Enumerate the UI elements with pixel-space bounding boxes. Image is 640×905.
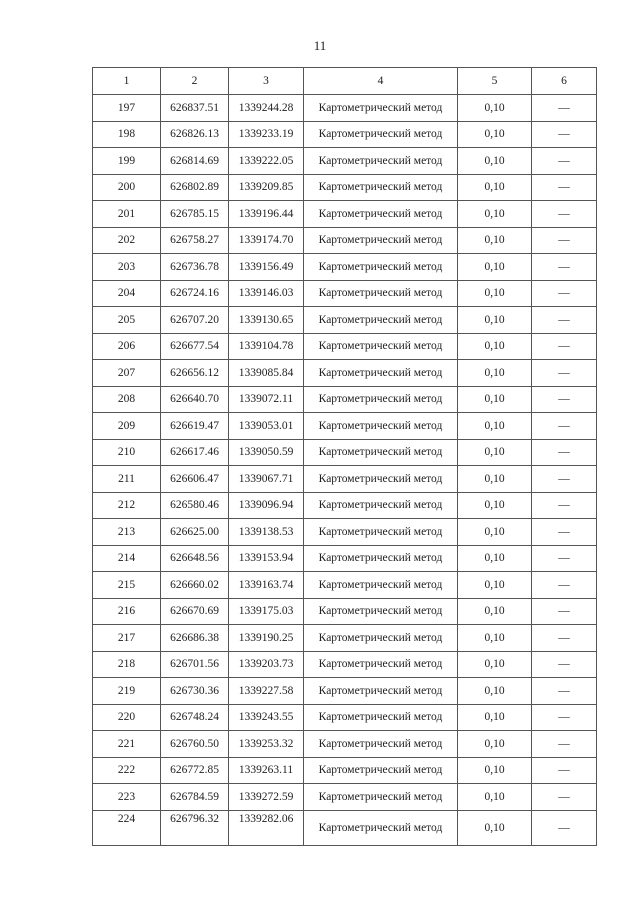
- table-row: [93, 625, 597, 652]
- y-coordinate-cell: 1339190.25: [229, 625, 304, 652]
- point-number-cell: 205: [93, 307, 161, 334]
- note-cell: —: [532, 307, 597, 334]
- note-cell: —: [532, 784, 597, 811]
- x-coordinate-cell: 626619.47: [161, 413, 229, 440]
- table-row: [93, 492, 597, 519]
- x-coordinate-cell: 626760.50: [161, 731, 229, 758]
- accuracy-cell: 0,10: [458, 439, 532, 466]
- note-cell: —: [532, 121, 597, 148]
- note-cell: —: [532, 386, 597, 413]
- method-cell: Картометрический метод: [304, 227, 458, 254]
- accuracy-cell: 0,10: [458, 731, 532, 758]
- method-cell: Картометрический метод: [304, 572, 458, 599]
- method-cell: Картометрический метод: [304, 280, 458, 307]
- note-cell: —: [532, 360, 597, 387]
- y-coordinate-cell: 1339138.53: [229, 519, 304, 546]
- note-cell: —: [532, 598, 597, 625]
- x-coordinate-cell: 626784.59: [161, 784, 229, 811]
- table-row: [93, 148, 597, 175]
- table-row: [93, 95, 597, 122]
- point-number-cell: 220: [93, 704, 161, 731]
- point-number-cell: 208: [93, 386, 161, 413]
- x-coordinate-cell: 626656.12: [161, 360, 229, 387]
- accuracy-cell: 0,10: [458, 757, 532, 784]
- table-row: [93, 174, 597, 201]
- column-header: 3: [229, 68, 304, 95]
- table-row: [93, 519, 597, 546]
- x-coordinate-cell: 626686.38: [161, 625, 229, 652]
- point-number-cell: 210: [93, 439, 161, 466]
- x-coordinate-cell: 626785.15: [161, 201, 229, 228]
- accuracy-cell: 0,10: [458, 227, 532, 254]
- y-coordinate-cell: 1339272.59: [229, 784, 304, 811]
- method-cell: Картометрический метод: [304, 678, 458, 705]
- table-row: [93, 254, 597, 281]
- point-number-cell: 206: [93, 333, 161, 360]
- y-coordinate-cell: 1339072.11: [229, 386, 304, 413]
- y-coordinate-cell: 1339130.65: [229, 307, 304, 334]
- note-cell: —: [532, 731, 597, 758]
- y-coordinate-cell: 1339156.49: [229, 254, 304, 281]
- note-cell: —: [532, 625, 597, 652]
- point-number-cell: 204: [93, 280, 161, 307]
- page-number: 11: [313, 38, 327, 53]
- y-coordinate-cell: 1339146.03: [229, 280, 304, 307]
- y-coordinate-cell: 1339244.28: [229, 95, 304, 122]
- point-number-cell: 219: [93, 678, 161, 705]
- table-row: [93, 651, 597, 678]
- note-cell: —: [532, 704, 597, 731]
- x-coordinate-cell: 626707.20: [161, 307, 229, 334]
- method-cell: Картометрический метод: [304, 360, 458, 387]
- method-cell: Картометрический метод: [304, 174, 458, 201]
- method-cell: Картометрический метод: [304, 598, 458, 625]
- x-coordinate-cell: 626701.56: [161, 651, 229, 678]
- table-row: [93, 572, 597, 599]
- method-cell: Картометрический метод: [304, 333, 458, 360]
- x-coordinate-cell: 626617.46: [161, 439, 229, 466]
- method-cell: Картометрический метод: [304, 519, 458, 546]
- y-coordinate-cell: 1339053.01: [229, 413, 304, 440]
- table-row: [93, 757, 597, 784]
- accuracy-cell: 0,10: [458, 572, 532, 599]
- y-coordinate-cell: 1339233.19: [229, 121, 304, 148]
- y-coordinate-cell: 1339085.84: [229, 360, 304, 387]
- method-cell: Картометрический метод: [304, 201, 458, 228]
- note-cell: —: [532, 678, 597, 705]
- x-coordinate-cell: 626648.56: [161, 545, 229, 572]
- y-coordinate-cell: 1339174.70: [229, 227, 304, 254]
- note-cell: —: [532, 810, 597, 845]
- note-cell: —: [532, 174, 597, 201]
- y-coordinate-cell: 1339263.11: [229, 757, 304, 784]
- method-cell: Картометрический метод: [304, 413, 458, 440]
- accuracy-cell: 0,10: [458, 121, 532, 148]
- note-cell: —: [532, 572, 597, 599]
- method-cell: Картометрический метод: [304, 810, 458, 845]
- accuracy-cell: 0,10: [458, 810, 532, 845]
- point-number-cell: 216: [93, 598, 161, 625]
- point-number-cell: 214: [93, 545, 161, 572]
- y-coordinate-cell: 1339227.58: [229, 678, 304, 705]
- x-coordinate-cell: 626670.69: [161, 598, 229, 625]
- point-number-cell: 198: [93, 121, 161, 148]
- note-cell: —: [532, 280, 597, 307]
- table-row: [93, 360, 597, 387]
- y-coordinate-cell: 1339253.32: [229, 731, 304, 758]
- x-coordinate-cell: 626677.54: [161, 333, 229, 360]
- table-row: [93, 439, 597, 466]
- x-coordinate-cell: 626772.85: [161, 757, 229, 784]
- x-coordinate-cell: 626814.69: [161, 148, 229, 175]
- point-number-cell: 199: [93, 148, 161, 175]
- point-number-cell: 202: [93, 227, 161, 254]
- note-cell: —: [532, 519, 597, 546]
- note-cell: —: [532, 413, 597, 440]
- y-coordinate-cell: 1339163.74: [229, 572, 304, 599]
- x-coordinate-cell: 626736.78: [161, 254, 229, 281]
- column-header: 1: [93, 68, 161, 95]
- method-cell: Картометрический метод: [304, 95, 458, 122]
- point-number-cell: 224: [93, 810, 161, 845]
- point-number-cell: 223: [93, 784, 161, 811]
- table-row: [93, 333, 597, 360]
- method-cell: Картометрический метод: [304, 254, 458, 281]
- point-number-cell: 203: [93, 254, 161, 281]
- y-coordinate-cell: 1339209.85: [229, 174, 304, 201]
- accuracy-cell: 0,10: [458, 201, 532, 228]
- x-coordinate-cell: 626826.13: [161, 121, 229, 148]
- x-coordinate-cell: 626837.51: [161, 95, 229, 122]
- method-cell: Картометрический метод: [304, 731, 458, 758]
- accuracy-cell: 0,10: [458, 386, 532, 413]
- accuracy-cell: 0,10: [458, 95, 532, 122]
- table-row: [93, 545, 597, 572]
- accuracy-cell: 0,10: [458, 333, 532, 360]
- accuracy-cell: 0,10: [458, 784, 532, 811]
- accuracy-cell: 0,10: [458, 651, 532, 678]
- coordinates-table: [92, 67, 597, 846]
- note-cell: —: [532, 492, 597, 519]
- note-cell: —: [532, 95, 597, 122]
- note-cell: —: [532, 254, 597, 281]
- x-coordinate-cell: 626640.70: [161, 386, 229, 413]
- x-coordinate-cell: 626660.02: [161, 572, 229, 599]
- accuracy-cell: 0,10: [458, 678, 532, 705]
- column-header: 2: [161, 68, 229, 95]
- note-cell: —: [532, 757, 597, 784]
- x-coordinate-cell: 626625.00: [161, 519, 229, 546]
- note-cell: —: [532, 227, 597, 254]
- point-number-cell: 215: [93, 572, 161, 599]
- note-cell: —: [532, 466, 597, 493]
- accuracy-cell: 0,10: [458, 625, 532, 652]
- point-number-cell: 207: [93, 360, 161, 387]
- method-cell: Картометрический метод: [304, 545, 458, 572]
- table-header-row: [93, 68, 597, 95]
- table-row: [93, 280, 597, 307]
- y-coordinate-cell: 1339104.78: [229, 333, 304, 360]
- column-header: 4: [304, 68, 458, 95]
- point-number-cell: 218: [93, 651, 161, 678]
- method-cell: Картометрический метод: [304, 307, 458, 334]
- table-row: [93, 227, 597, 254]
- x-coordinate-cell: 626796.32: [161, 810, 229, 845]
- table-row: [93, 121, 597, 148]
- accuracy-cell: 0,10: [458, 280, 532, 307]
- y-coordinate-cell: 1339222.05: [229, 148, 304, 175]
- y-coordinate-cell: 1339175.03: [229, 598, 304, 625]
- table-row: [93, 678, 597, 705]
- y-coordinate-cell: 1339243.55: [229, 704, 304, 731]
- accuracy-cell: 0,10: [458, 545, 532, 572]
- method-cell: Картометрический метод: [304, 784, 458, 811]
- method-cell: Картометрический метод: [304, 466, 458, 493]
- point-number-cell: 217: [93, 625, 161, 652]
- table-row: [93, 598, 597, 625]
- table-row: [93, 731, 597, 758]
- note-cell: —: [532, 439, 597, 466]
- point-number-cell: 211: [93, 466, 161, 493]
- y-coordinate-cell: 1339196.44: [229, 201, 304, 228]
- point-number-cell: 222: [93, 757, 161, 784]
- accuracy-cell: 0,10: [458, 598, 532, 625]
- point-number-cell: 221: [93, 731, 161, 758]
- table-row: [93, 386, 597, 413]
- accuracy-cell: 0,10: [458, 704, 532, 731]
- x-coordinate-cell: 626580.46: [161, 492, 229, 519]
- point-number-cell: 213: [93, 519, 161, 546]
- note-cell: —: [532, 651, 597, 678]
- x-coordinate-cell: 626802.89: [161, 174, 229, 201]
- table-row: [93, 466, 597, 493]
- note-cell: —: [532, 545, 597, 572]
- x-coordinate-cell: 626758.27: [161, 227, 229, 254]
- accuracy-cell: 0,10: [458, 492, 532, 519]
- note-cell: —: [532, 148, 597, 175]
- x-coordinate-cell: 626730.36: [161, 678, 229, 705]
- accuracy-cell: 0,10: [458, 307, 532, 334]
- table-row: [93, 784, 597, 811]
- method-cell: Картометрический метод: [304, 148, 458, 175]
- accuracy-cell: 0,10: [458, 466, 532, 493]
- x-coordinate-cell: 626748.24: [161, 704, 229, 731]
- accuracy-cell: 0,10: [458, 148, 532, 175]
- y-coordinate-cell: 1339282.06: [229, 810, 304, 845]
- accuracy-cell: 0,10: [458, 254, 532, 281]
- accuracy-cell: 0,10: [458, 413, 532, 440]
- y-coordinate-cell: 1339067.71: [229, 466, 304, 493]
- y-coordinate-cell: 1339203.73: [229, 651, 304, 678]
- accuracy-cell: 0,10: [458, 174, 532, 201]
- point-number-cell: 197: [93, 95, 161, 122]
- table-row: [93, 704, 597, 731]
- note-cell: —: [532, 201, 597, 228]
- note-cell: —: [532, 333, 597, 360]
- table-row: [93, 413, 597, 440]
- column-header: 6: [532, 68, 597, 95]
- method-cell: Картометрический метод: [304, 386, 458, 413]
- table-row: [93, 810, 597, 845]
- method-cell: Картометрический метод: [304, 651, 458, 678]
- method-cell: Картометрический метод: [304, 625, 458, 652]
- method-cell: Картометрический метод: [304, 439, 458, 466]
- x-coordinate-cell: 626724.16: [161, 280, 229, 307]
- x-coordinate-cell: 626606.47: [161, 466, 229, 493]
- accuracy-cell: 0,10: [458, 519, 532, 546]
- point-number-cell: 212: [93, 492, 161, 519]
- point-number-cell: 200: [93, 174, 161, 201]
- y-coordinate-cell: 1339153.94: [229, 545, 304, 572]
- method-cell: Картометрический метод: [304, 121, 458, 148]
- column-header: 5: [458, 68, 532, 95]
- method-cell: Картометрический метод: [304, 704, 458, 731]
- method-cell: Картометрический метод: [304, 757, 458, 784]
- accuracy-cell: 0,10: [458, 360, 532, 387]
- point-number-cell: 201: [93, 201, 161, 228]
- table-row: [93, 201, 597, 228]
- y-coordinate-cell: 1339050.59: [229, 439, 304, 466]
- table-row: [93, 307, 597, 334]
- point-number-cell: 209: [93, 413, 161, 440]
- method-cell: Картометрический метод: [304, 492, 458, 519]
- y-coordinate-cell: 1339096.94: [229, 492, 304, 519]
